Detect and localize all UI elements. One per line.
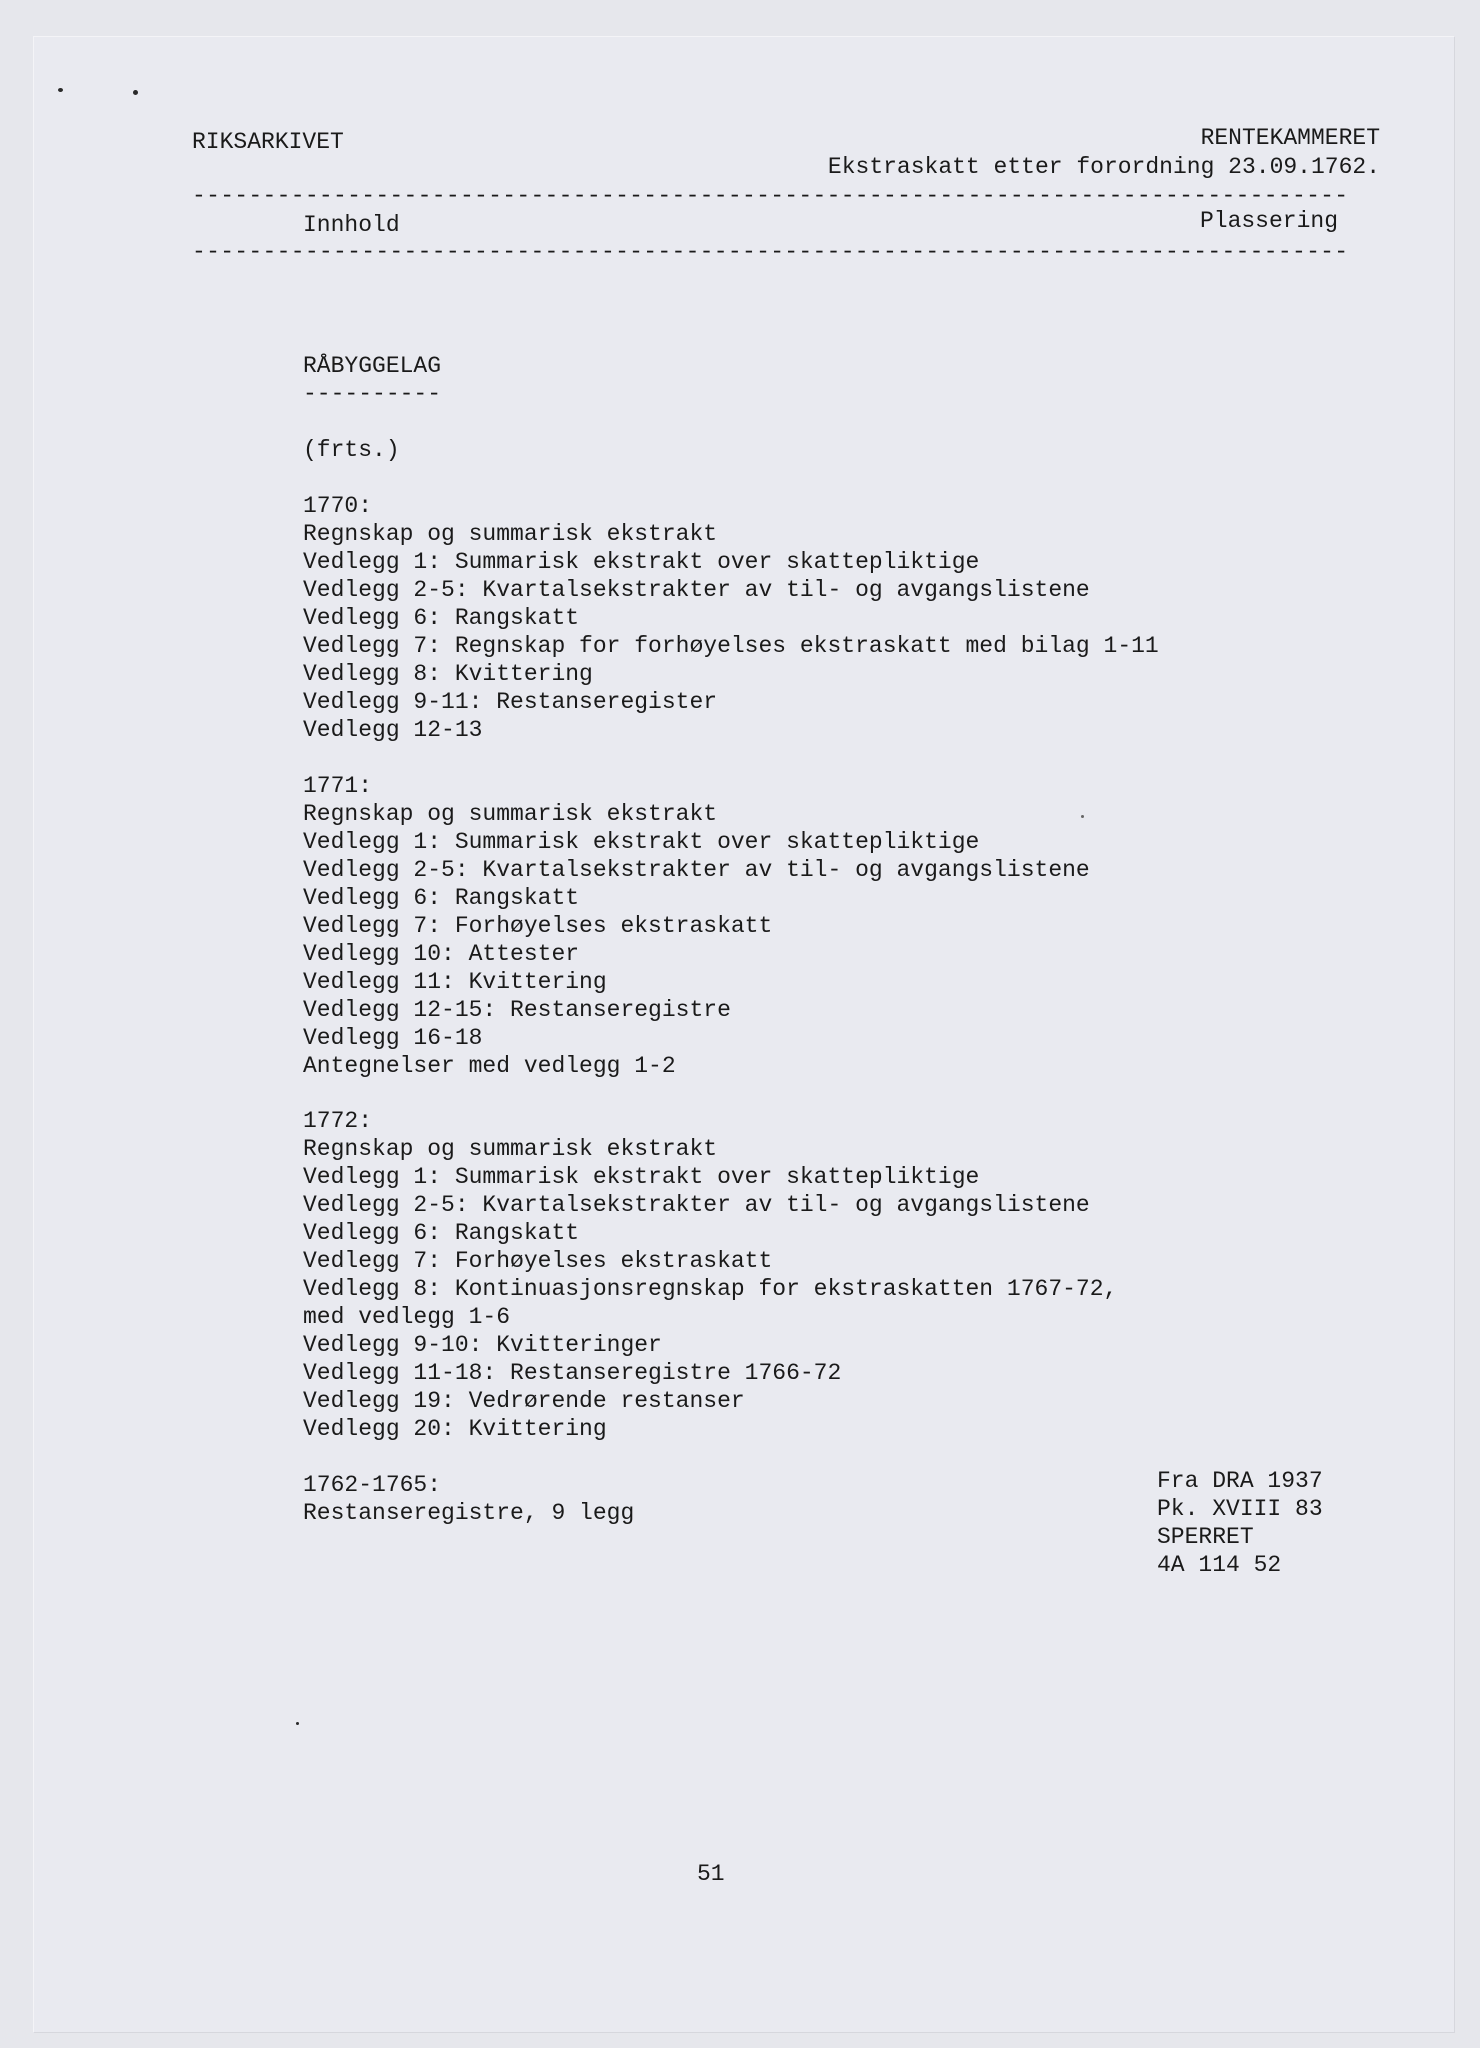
year-heading: 1762-1765: (303, 1472, 442, 1498)
placement-line: Fra DRA 1937 (1157, 1468, 1323, 1494)
list-item: Vedlegg 7: Forhøyelses ekstraskatt (303, 913, 773, 939)
list-item: Vedlegg 8: Kvittering (303, 661, 593, 687)
placement-line: SPERRET (1157, 1524, 1254, 1550)
year-block-1762-1765 (303, 1471, 634, 1527)
list-item: Vedlegg 16-18 (303, 1025, 483, 1051)
column-header-content: Innhold (303, 212, 400, 238)
list-item: Vedlegg 1: Summarisk ekstrakt over skattepliktige (303, 1164, 980, 1190)
year-block-1771 (303, 772, 1090, 1080)
list-item: Vedlegg 19: Vedrørende restanser (303, 1388, 745, 1414)
list-item: med vedlegg 1-6 (303, 1304, 511, 1330)
list-item: Antegnelser med vedlegg 1-2 (303, 1053, 676, 1079)
list-item: Vedlegg 11: Kvittering (303, 969, 607, 995)
list-item: Vedlegg 6: Rangskatt (303, 605, 580, 631)
column-header-placement: Plassering (1199, 208, 1338, 234)
list-item: Vedlegg 20: Kvittering (303, 1416, 607, 1442)
placement-info (1157, 1467, 1323, 1579)
scan-speck (133, 90, 138, 95)
list-item: Vedlegg 6: Rangskatt (303, 885, 580, 911)
continued-note: (frts.) (303, 437, 400, 463)
list-item: Regnskap og summarisk ekstrakt (303, 1136, 718, 1162)
list-item: Restanseregistre, 9 legg (303, 1500, 635, 1526)
list-item: Vedlegg 9-10: Kvitteringer (303, 1332, 662, 1358)
year-heading: 1772: (303, 1108, 373, 1134)
list-item: Vedlegg 12-15: Restanseregistre (303, 997, 731, 1023)
placement-line: Pk. XVIII 83 (1157, 1496, 1323, 1522)
archive-name: RIKSARKIVET (192, 129, 344, 155)
list-item: Regnskap og summarisk ekstrakt (303, 801, 718, 827)
page-number: 51 (697, 1861, 725, 1887)
list-item: Vedlegg 9-11: Restanseregister (303, 689, 718, 715)
record-series-title: Ekstraskatt etter forordning 23.09.1762. (827, 154, 1380, 180)
list-item: Vedlegg 7: Forhøyelses ekstraskatt (303, 1248, 773, 1274)
list-item: Vedlegg 2-5: Kvartalsekstrakter av til- og avgangslistene (303, 857, 1090, 883)
year-block-1772 (303, 1107, 1117, 1443)
list-item: Vedlegg 1: Summarisk ekstrakt over skattepliktige (303, 549, 980, 575)
list-item: Regnskap og summarisk ekstrakt (303, 521, 718, 547)
list-item: Vedlegg 1: Summarisk ekstrakt over skattepliktige (303, 829, 980, 855)
year-block-1770 (303, 492, 1159, 744)
placement-line: 4A 114 52 (1157, 1552, 1282, 1578)
list-item: Vedlegg 2-5: Kvartalsekstrakter av til- og avgangslistene (303, 1192, 1090, 1218)
list-item: Vedlegg 11-18: Restanseregistre 1766-72 (303, 1360, 842, 1386)
header-rule-bottom: ---------------------------------------------------------------------------------- (192, 239, 1349, 265)
scan-speck (58, 88, 63, 92)
scan-speck (296, 1722, 299, 1725)
list-item: Vedlegg 6: Rangskatt (303, 1220, 580, 1246)
list-item: Vedlegg 12-13 (303, 717, 483, 743)
section-title: RÅBYGGELAG (303, 353, 442, 379)
section-title-underline: ---------- (303, 381, 442, 407)
list-item: Vedlegg 7: Regnskap for forhøyelses ekstraskatt med bilag 1-11 (303, 633, 1159, 659)
list-item: Vedlegg 2-5: Kvartalsekstrakter av til- og avgangslistene (303, 577, 1090, 603)
office-name: RENTEKAMMERET (1200, 125, 1380, 151)
header-rule-top: ---------------------------------------------------------------------------------- (192, 183, 1349, 209)
list-item: Vedlegg 8: Kontinuasjonsregnskap for ekstraskatten 1767-72, (303, 1276, 1118, 1302)
year-heading: 1770: (303, 493, 373, 519)
year-heading: 1771: (303, 773, 373, 799)
list-item: Vedlegg 10: Attester (303, 941, 580, 967)
